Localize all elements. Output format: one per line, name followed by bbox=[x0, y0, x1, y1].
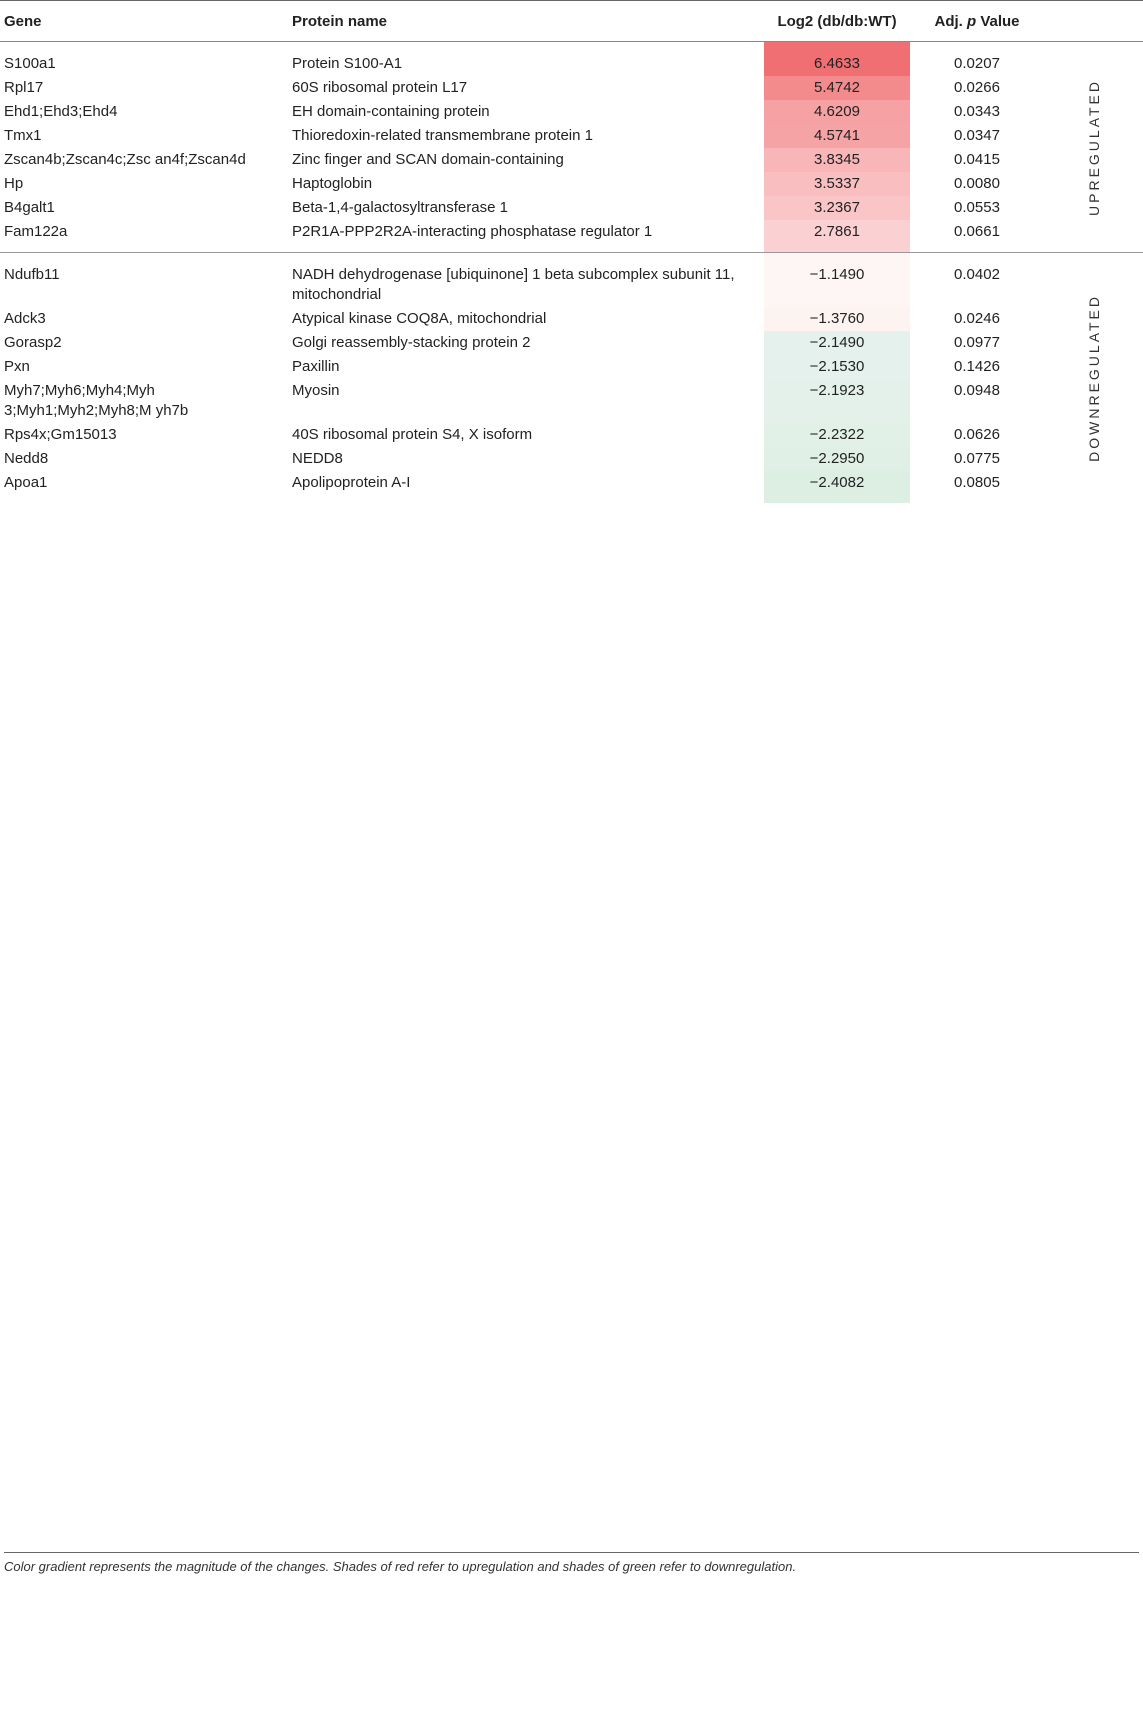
gene-cell: Rps4x;Gm15013 bbox=[4, 426, 117, 443]
table-row bbox=[0, 253, 1143, 308]
protein-name-cell: EH domain-containing protein bbox=[292, 103, 490, 120]
protein-name-cell: Protein S100-A1 bbox=[292, 55, 403, 72]
log2-ratio-cell: 3.5337 bbox=[764, 172, 910, 196]
gene-cell: Adck3 bbox=[4, 310, 46, 327]
adj-p-value-cell: 0.0246 bbox=[954, 310, 1000, 327]
gene-cell: Fam122a bbox=[4, 223, 68, 240]
gene-cell: Hp bbox=[4, 175, 24, 192]
protein-name-cell: Myosin bbox=[292, 382, 340, 399]
adj-p-value-cell: 0.0402 bbox=[910, 253, 1044, 308]
gene-cell: B4galt1 bbox=[4, 199, 55, 216]
gene-cell: Nedd8 bbox=[4, 450, 49, 467]
table-row bbox=[0, 76, 1143, 100]
adj-p-value-cell: 0.0415 bbox=[954, 151, 1000, 168]
section-label: DOWNREGULATED bbox=[1086, 294, 1102, 463]
table-row bbox=[0, 447, 1143, 471]
log2-ratio-cell: −1.1490 bbox=[764, 253, 910, 308]
table-row bbox=[0, 307, 1143, 331]
log2-ratio-cell: 6.4633 bbox=[764, 42, 910, 77]
col-header-adj-p: Adj. p Value bbox=[910, 1, 1044, 42]
log2-ratio-cell: −2.1923 bbox=[764, 379, 910, 423]
table-row bbox=[0, 172, 1143, 196]
protein-name-cell: Beta-1,4-galactosyltransferase 1 bbox=[292, 199, 508, 216]
log2-ratio-cell: −2.1530 bbox=[764, 355, 910, 379]
table-row bbox=[0, 220, 1143, 253]
adj-p-value-cell: 0.0343 bbox=[954, 103, 1000, 120]
col-header-log2: Log2 (db/db:WT) bbox=[764, 1, 910, 42]
protein-name-cell: Atypical kinase COQ8A, mitochondrial bbox=[292, 310, 547, 327]
log2-ratio-cell: 5.4742 bbox=[764, 76, 910, 100]
adj-p-value-cell: 0.0553 bbox=[954, 199, 1000, 216]
log2-ratio-cell: −1.3760 bbox=[764, 307, 910, 331]
protein-name-cell: Golgi reassembly-stacking protein 2 bbox=[292, 334, 531, 351]
table-row bbox=[0, 379, 1143, 423]
header-row bbox=[0, 1, 1143, 42]
protein-name-cell: NADH dehydrogenase [ubiquinone] 1 beta subcomplex subunit 11, mitochondrial bbox=[288, 253, 764, 308]
table-footnote: Color gradient represents the magnitude of the changes. Shades of red refer to upregulation and shades of green refer to downregulation. bbox=[4, 1552, 1139, 1574]
adj-p-value-cell: 0.0661 bbox=[954, 223, 1000, 240]
gene-cell: Zscan4b;Zscan4c;Zsc an4f;Zscan4d bbox=[4, 151, 246, 168]
gene-cell: Myh7;Myh6;Myh4;Myh 3;Myh1;Myh2;Myh8;M yh7b bbox=[4, 382, 189, 419]
log2-ratio-cell: 2.7861 bbox=[764, 220, 910, 253]
gene-cell: Pxn bbox=[4, 358, 30, 375]
adj-p-value-cell: 0.1426 bbox=[954, 358, 1000, 375]
adj-p-value-cell: 0.0775 bbox=[954, 450, 1000, 467]
protein-name-cell: P2R1A-PPP2R2A-interacting phosphatase regulator 1 bbox=[292, 223, 653, 240]
adj-p-value-cell: 0.0626 bbox=[954, 426, 1000, 443]
log2-ratio-cell: −2.2322 bbox=[764, 423, 910, 447]
adj-p-value-cell: 0.0266 bbox=[954, 79, 1000, 96]
col-header-side bbox=[1044, 1, 1143, 42]
table-row bbox=[0, 423, 1143, 447]
protein-name-cell: 60S ribosomal protein L17 bbox=[292, 79, 468, 96]
section-label-cell bbox=[1044, 253, 1143, 504]
protein-name-cell: 40S ribosomal protein S4, X isoform bbox=[292, 426, 533, 443]
protein-name-cell: Haptoglobin bbox=[292, 175, 373, 192]
protein-name-cell: Paxillin bbox=[292, 358, 340, 375]
table-row bbox=[0, 124, 1143, 148]
protein-name-cell: Zinc finger and SCAN domain-containing bbox=[292, 151, 564, 168]
gene-cell: Tmx1 bbox=[4, 127, 42, 144]
protein-name-cell: Apolipoprotein A-I bbox=[292, 474, 411, 491]
log2-ratio-cell: −2.1490 bbox=[764, 331, 910, 355]
gene-cell: Gorasp2 bbox=[4, 334, 62, 351]
adj-p-value-cell: 0.0948 bbox=[954, 382, 1000, 399]
table-row bbox=[0, 355, 1143, 379]
table-row bbox=[0, 471, 1143, 503]
table-row bbox=[0, 196, 1143, 220]
adj-p-value-cell: 0.0080 bbox=[954, 175, 1000, 192]
adj-p-value-cell: 0.0347 bbox=[954, 127, 1000, 144]
protein-name-cell: NEDD8 bbox=[292, 450, 343, 467]
log2-ratio-cell: −2.2950 bbox=[764, 447, 910, 471]
gene-cell: Apoa1 bbox=[4, 474, 48, 491]
protein-table bbox=[0, 0, 1143, 503]
gene-cell: S100a1 bbox=[4, 55, 56, 72]
table-row bbox=[0, 148, 1143, 172]
adj-p-value-cell: 0.0805 bbox=[954, 474, 1000, 491]
gene-cell: Ehd1;Ehd3;Ehd4 bbox=[4, 103, 118, 120]
table-row bbox=[0, 42, 1143, 77]
log2-ratio-cell: 4.5741 bbox=[764, 124, 910, 148]
gene-cell: Rpl17 bbox=[4, 79, 44, 96]
table-row bbox=[0, 100, 1143, 124]
protein-name-cell: Thioredoxin-related transmembrane protein 1 bbox=[292, 127, 593, 144]
log2-ratio-cell: 3.2367 bbox=[764, 196, 910, 220]
log2-ratio-cell: 4.6209 bbox=[764, 100, 910, 124]
gene-cell: Ndufb11 bbox=[0, 253, 288, 308]
log2-ratio-cell: 3.8345 bbox=[764, 148, 910, 172]
adj-p-value-cell: 0.0977 bbox=[954, 334, 1000, 351]
log2-ratio-cell: −2.4082 bbox=[764, 471, 910, 503]
col-header-gene: Gene bbox=[0, 1, 288, 42]
adj-p-value-cell: 0.0207 bbox=[954, 55, 1000, 72]
table-row bbox=[0, 331, 1143, 355]
section-label-cell bbox=[1044, 42, 1143, 253]
col-header-protein: Protein name bbox=[288, 1, 764, 42]
section-label: UPREGULATED bbox=[1086, 79, 1102, 216]
